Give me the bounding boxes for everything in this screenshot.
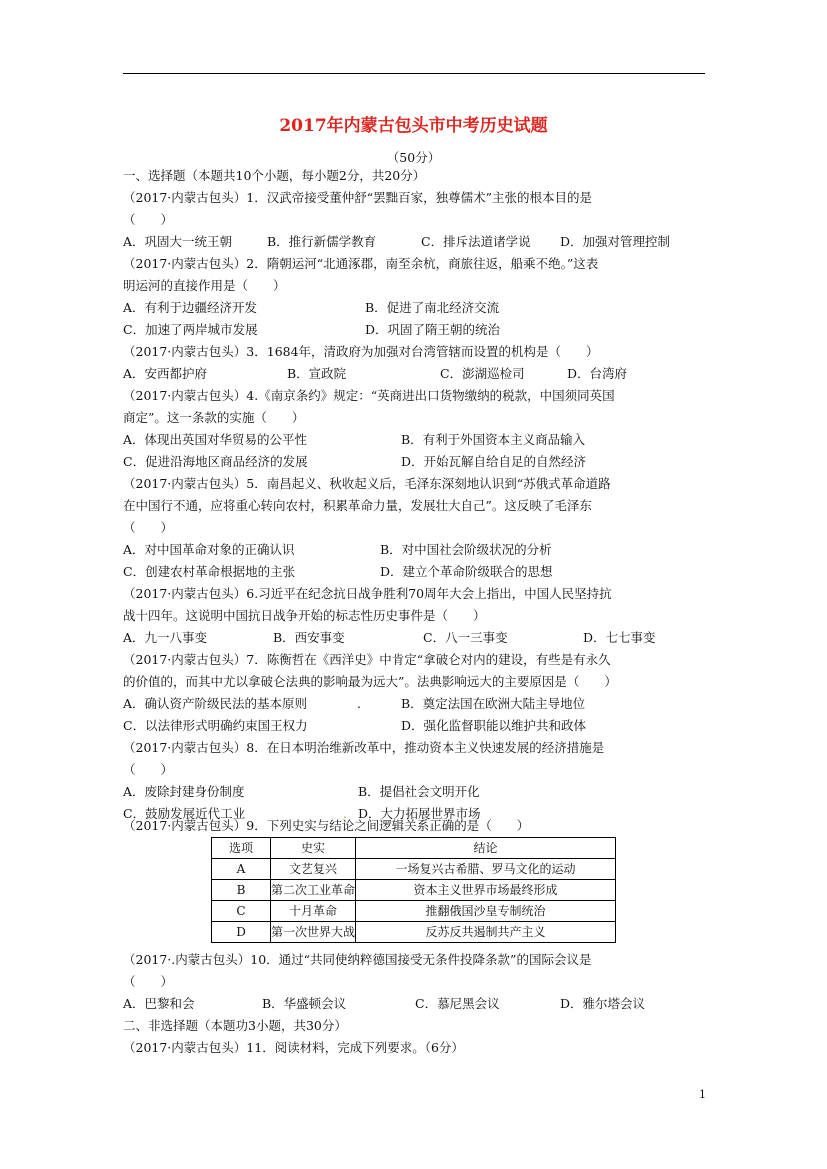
table-cell: 一场复兴古希腊、罗马文化的运动 bbox=[356, 859, 616, 880]
q2-option-b: B．促进了南北经济交流 bbox=[365, 300, 500, 315]
table-row bbox=[212, 880, 616, 901]
section-2-heading: 二、非选择题（本题功3小题，共30分） bbox=[123, 1018, 347, 1033]
q2-stem-line1: （2017·内蒙古包头）2．隋朝运河“北通涿郡，南至余杭，商旅往返，船乘不绝。”这表 bbox=[123, 256, 599, 271]
q6-option-a: A．九一八事变 bbox=[123, 630, 208, 645]
q7-option-a: A．确认资产阶级民法的基本原则 bbox=[123, 696, 308, 711]
q1-option-a: A．巩固大一统王朝 bbox=[123, 234, 233, 249]
table-row bbox=[212, 901, 616, 922]
q7-option-b: B．奠定法国在欧洲大陆主导地位 bbox=[401, 696, 586, 711]
table-cell: 文艺复兴 bbox=[271, 859, 356, 880]
q5-option-d: D．建立个革命阶级联合的思想 bbox=[380, 564, 553, 579]
q6-stem-line1: （2017·内蒙古包头）6.习近平在纪念抗日战争胜利70周年大会上指出，中国人民坚持抗 bbox=[123, 586, 612, 601]
q5-stem-line1: （2017·内蒙古包头）5．南昌起义、秋收起义后，毛泽东深刻地认识到“苏俄式革命道路 bbox=[123, 476, 611, 491]
table-header-cell: 选项 bbox=[212, 838, 271, 859]
q6-option-b: B．西安事变 bbox=[273, 630, 345, 645]
section-1-heading: 一、选择题（本题共10个小题，每小题2分，共20分） bbox=[123, 168, 426, 183]
q1-option-c: C．排斥法道诸学说 bbox=[421, 234, 531, 249]
q11-stem: （2017·内蒙古包头）11．阅读材料，完成下列要求。（6分） bbox=[123, 1040, 464, 1055]
q1-paren: （ ） bbox=[123, 212, 174, 227]
table-cell: 推翻俄国沙皇专制统治 bbox=[356, 901, 616, 922]
q9-stem: （2017·内蒙古包头）9．下列史实与结论之间逻辑关系正确的是（ ） bbox=[123, 818, 530, 833]
q8-option-c: C．鼓励发展近代工业 bbox=[123, 806, 246, 821]
q4-stem-line1: （2017·内蒙古包头）4.《南京条约》规定：“英商进出口货物缴纳的税款，中国须同英国 bbox=[123, 388, 615, 403]
q7-option-c: C．以法律形式明确约束国王权力 bbox=[123, 718, 308, 733]
q5-option-a: A．对中国革命对象的正确认识 bbox=[123, 542, 295, 557]
header-rule bbox=[123, 73, 705, 74]
table-cell: D bbox=[212, 922, 271, 943]
q7-stem-line2: 的价值的，而其中尤以拿破仑法典的影响最为远大”。法典影响远大的主要原因是（ ） bbox=[123, 674, 617, 689]
q10-option-c: C．慕尼黑会议 bbox=[415, 996, 500, 1011]
q7-stem-line1: （2017·内蒙古包头）7．陈衡哲在《西洋史》中肯定“拿破仑对内的建设，有些是有永久 bbox=[123, 652, 611, 667]
table-cell: 反苏反共遏制共产主义 bbox=[356, 922, 616, 943]
q7-stray-dot: . bbox=[357, 696, 361, 711]
q10-paren: （ ） bbox=[123, 974, 174, 989]
q5-option-b: B．对中国社会阶级状况的分析 bbox=[380, 542, 552, 557]
q2-stem-line2: 明运河的直接作用是（ ） bbox=[123, 278, 286, 293]
q9-table bbox=[211, 837, 616, 943]
q8-option-a: A．废除封建身份制度 bbox=[123, 784, 245, 799]
q8-stem: （2017·内蒙古包头）8．在日本明治维新改革中，推动资本主义快速发展的经济措施是 bbox=[123, 740, 605, 755]
q6-stem-line2: 战十四年。这说明中国抗日战争开始的标志性历史事件是（ ） bbox=[123, 608, 486, 623]
q10-option-a: A．巴黎和会 bbox=[123, 996, 195, 1011]
table-row bbox=[212, 922, 616, 943]
table-row bbox=[212, 859, 616, 880]
q7-option-d: D．强化监督职能以维护共和政体 bbox=[401, 718, 587, 733]
q3-option-c: C．澎湖巡检司 bbox=[440, 366, 525, 381]
table-cell: A bbox=[212, 859, 271, 880]
q10-stem: （2017·.内蒙古包头）10．通过“共同使纳粹德国接受无条件投降条款”的国际会议是 bbox=[123, 952, 592, 967]
q4-option-b: B．有利于外国资本主义商品输入 bbox=[401, 432, 586, 447]
table-header-row bbox=[212, 838, 616, 859]
q4-option-c: C．促进沿海地区商品经济的发展 bbox=[123, 454, 308, 469]
q5-stem-line2: 在中国行不通，应将重心转向农村，积累革命力量，发展壮大自己”。这反映了毛泽东 bbox=[123, 498, 592, 513]
table-header-cell: 史实 bbox=[271, 838, 356, 859]
q10-option-b: B．华盛顿会议 bbox=[262, 996, 347, 1011]
table-cell: 十月革命 bbox=[271, 901, 356, 922]
table-header-cell: 结论 bbox=[356, 838, 616, 859]
q1-stem: （2017·内蒙古包头）1．汉武帝接受董仲舒“罢黜百家，独尊儒术”主张的根本目的是 bbox=[123, 190, 593, 205]
q4-option-d: D．开始瓦解自给自足的自然经济 bbox=[401, 454, 587, 469]
q8-option-d: D．大力拓展世界市场 bbox=[358, 806, 481, 821]
q3-option-a: A．安西都护府 bbox=[123, 366, 208, 381]
page-number: 1 bbox=[699, 1088, 706, 1101]
q4-option-a: A．体现出英国对华贸易的公平性 bbox=[123, 432, 308, 447]
q2-option-c: C．加速了两岸城市发展 bbox=[123, 322, 258, 337]
page-title: 2017年内蒙古包头市中考历史试题 bbox=[279, 116, 548, 136]
q6-option-d: D．七七事变 bbox=[583, 630, 656, 645]
q4-stem-line2: 商定”。这一条款的实施（ ） bbox=[123, 410, 305, 425]
q10-option-d: D．雅尔塔会议 bbox=[560, 996, 646, 1011]
q8-option-b: B．提倡社会文明开化 bbox=[358, 784, 480, 799]
q3-stem: （2017·内蒙古包头）3．1684年，清政府为加强对台湾管辖而设置的机构是（ ） bbox=[123, 344, 599, 359]
table-cell: 第一次世界大战 bbox=[271, 922, 356, 943]
q1-option-d: D．加强对管理控制 bbox=[560, 234, 671, 249]
q1-option-b: B．推行新儒学教育 bbox=[267, 234, 377, 249]
q8-paren: （ ） bbox=[123, 762, 174, 777]
q8-stray-dot: . bbox=[343, 806, 347, 821]
q3-option-b: B．宣政院 bbox=[287, 366, 347, 381]
q6-option-c: C．八一三事变 bbox=[423, 630, 508, 645]
q2-option-d: D．巩固了隋王朝的统治 bbox=[365, 322, 501, 337]
table-cell: 资本主义世界市场最终形成 bbox=[356, 880, 616, 901]
table-cell: 第二次工业革命 bbox=[271, 880, 356, 901]
q5-paren: （ ） bbox=[123, 520, 174, 535]
table-cell: C bbox=[212, 901, 271, 922]
q5-option-c: C．创建农村革命根据地的主张 bbox=[123, 564, 296, 579]
q3-option-d: D．台湾府 bbox=[567, 366, 628, 381]
total-score: （50分） bbox=[386, 150, 441, 165]
table-cell: B bbox=[212, 880, 271, 901]
q2-option-a: A．有利于边疆经济开发 bbox=[123, 300, 258, 315]
